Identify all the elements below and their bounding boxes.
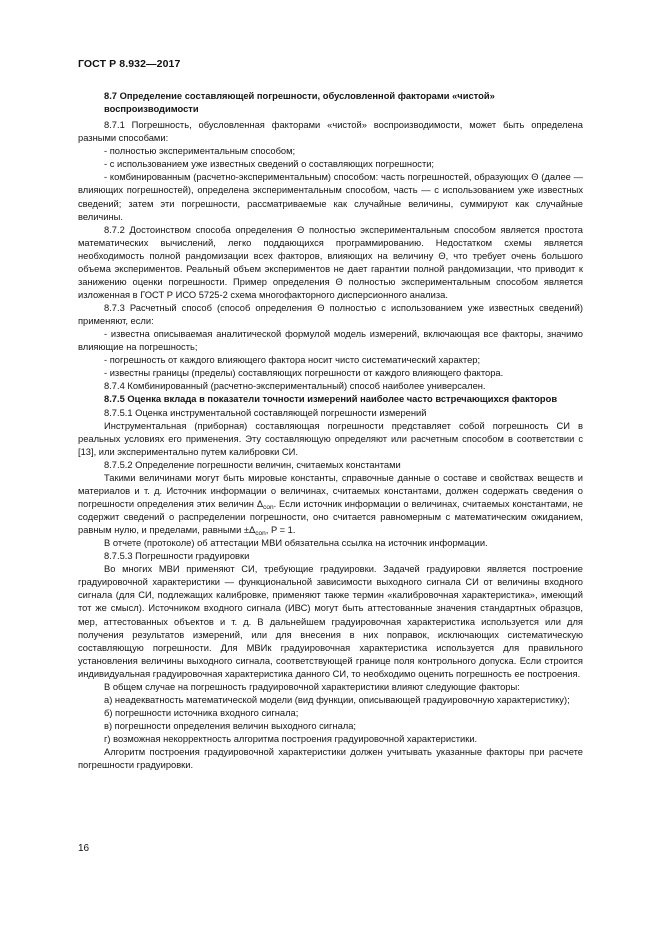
paragraph-8-7-5-1: 8.7.5.1 Оценка инструментальной составляющей погрешности измерений (104, 407, 427, 418)
page-number: 16 (78, 843, 90, 854)
paragraph-8-7-3: 8.7.3 Расчетный способ (способ определения Θ полностью с использованием уже известных сведений) применяют, если: (78, 303, 583, 327)
paragraph-8-7-2: 8.7.2 Достоинством способа определения Θ полностью экспериментальным способом является простота математических вычислений, легко поддающихся программированию. Недостатком схемы является необходимость полной рандомизации всех факторов, влияющих на величину Θ, что требует очень большого объема экспериментов. Реальный объем экспериментов не дает гарантии полной рандомизации, что приводит к занижению оценки погрешности. Пример определения Θ полностью экспериментальным способом является изложенная в ГОСТ Р ИСО 5725-2 схема многофакторного дисперсионного анализа. (78, 224, 583, 300)
text-run: Такими величинами могут быть мировые константы, справочные данные о составе и свойствах веществ и материалов и т. д. Источник информации о величинах, считаемых константами, должен содержать сведения о погрешности определения этих величин Δ (78, 472, 583, 509)
document-body (78, 90, 583, 772)
subscript: con (263, 503, 274, 511)
paragraph-8-7-4: 8.7.4 Комбинированный (расчетно-экспериментальный) способ наиболее универсален. (104, 381, 486, 392)
paragraph-8-7-1: 8.7.1 Погрешность, обусловленная факторами «чистой» воспроизводимости, может быть определена разными способами: (78, 120, 583, 144)
list-item: - известны границы (пределы) составляющих погрешности от каждого влияющего фактора. (104, 368, 504, 379)
paragraph-8-7-5-3: 8.7.5.3 Погрешности градуировки (104, 551, 250, 562)
section-heading-8-7: 8.7 Определение составляющей погрешности, обусловленной факторами «чистой» воспроизводимости (104, 91, 495, 115)
list-item: в) погрешности определения величин выходного сигнала; (104, 721, 357, 731)
list-item: - с использованием уже известных сведений о составляющих погрешности; (104, 159, 435, 170)
paragraph-constants (78, 472, 583, 537)
section-heading-8-7-5: 8.7.5 Оценка вклада в показатели точности измерений наиболее часто встречающихся факторов (104, 394, 558, 405)
text-run: . Если источник информации о величинах, считаемых константами, не содержит сведений о распределении погрешности, оно считается равномерным с математическим ожиданием, равным нулю, и пределами, равными ±Δ (78, 498, 583, 536)
document-header: ГОСТ Р 8.932—2017 (78, 58, 181, 70)
paragraph: Алгоритм построения градуировочной характеристики должен учитывать указанные факторы при расчете погрешности градуировки. (78, 747, 583, 771)
list-item: - погрешность от каждого влияющего фактора носит чисто систематический характер; (104, 355, 481, 366)
subscript: con (255, 530, 266, 538)
paragraph-8-7-5-2: 8.7.5.2 Определение погрешности величин, считаемых константами (104, 459, 401, 470)
list-item: - известна описываемая аналитической формулой модель измерений, включающая все факторы, значимо влияющие на погрешность; (78, 329, 583, 353)
list-item: а) неадекватность математической модели (вид функции, описывающей градуировочную характеристику); (104, 694, 570, 705)
list-item: г) возможная некорректность алгоритма построения градуировочной характеристики. (104, 734, 478, 745)
paragraph: Инструментальная (приборная) составляющая погрешности представляет собой погрешность СИ в реальных условиях его применения. Эту составляющую определяют или расчетным способом в соответствии с [13], или экспериментально путем калибровки СИ. (78, 420, 583, 457)
list-item: - полностью экспериментальным способом; (104, 146, 296, 157)
list-item: - комбинированным (расчетно-экспериментальным) способом: часть погрешностей, образующих Θ (далее — влияющих погрешностей), определена экспериментальным способом, часть — с использованием уже известных сведений; затем эти погрешности, рассматриваемые как случайные величины, суммируют как случайные величины. (78, 172, 583, 222)
text-run: , P = 1. (265, 525, 296, 536)
paragraph: В общем случае на погрешность градуировочной характеристики влияют следующие факторы: (104, 681, 520, 692)
paragraph: В отчете (протоколе) об аттестации МВИ обязательна ссылка на источник информации. (104, 538, 488, 549)
paragraph: Во многих МВИ применяют СИ, требующие градуировки. Задачей градуировки является построение градуировочной характеристики — функциональной зависимости выходного сигнала СИ от величины входного сигнала (для СИ, подлежащих калибровке, применяют также термин «калибровочная характеристика», имеющий тот же смысл). Источником входного сигнала (ИВС) могут быть аттестованные значения стандартных образцов, мер, аттестованных объектов и т. д. В дальнейшем градуировочная характеристика используется или для получения результатов измерений, или для внесения в них поправок, исключающих систематическую составляющую погрешности. Для МВИк градуировочная характеристика используется для правильного установления величины выходного сигнала, соответствующей границе поля контрольного допуска. Если строится индивидуальная градуировочная характеристика данного СИ, то необходимо оценить погрешность ее построения. (78, 564, 583, 679)
list-item: б) погрешности источника входного сигнала; (104, 707, 299, 718)
